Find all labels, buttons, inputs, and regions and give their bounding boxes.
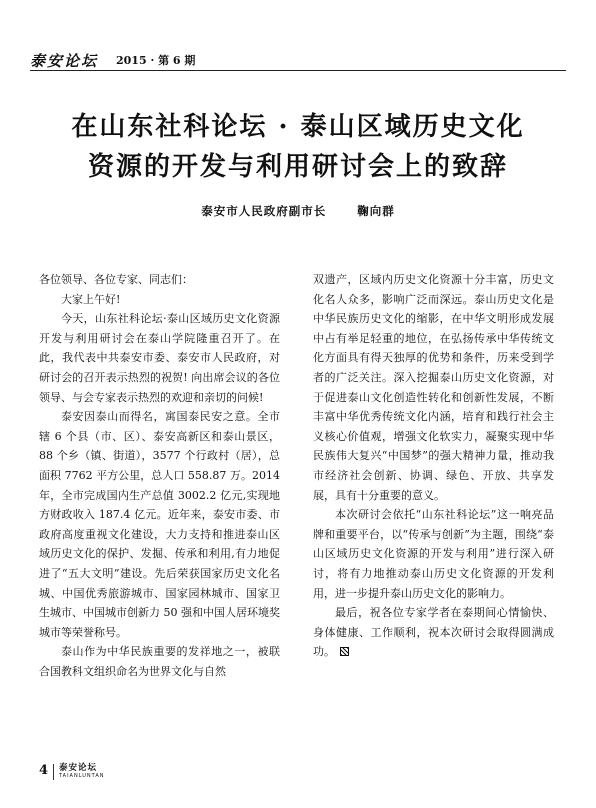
paragraph-closing bbox=[313, 603, 554, 662]
running-header bbox=[30, 50, 566, 72]
footer-divider bbox=[53, 764, 54, 780]
greeting: 大家上午好! bbox=[61, 292, 121, 306]
footer-journal-pinyin: TAIANLUNTAN bbox=[59, 773, 105, 779]
page-footer bbox=[39, 761, 239, 785]
article-title-line-2: 资源的开发与利用研讨会上的致辞 bbox=[87, 152, 508, 182]
end-mark-icon bbox=[340, 647, 349, 656]
author-position: 泰安市人民政府副市长 bbox=[201, 204, 327, 218]
paragraph: 今天，山东社科论坛·泰山区域历史文化资源开发与利用研讨会在泰山学院隆重召开了。在此，我代表中共泰安市委、泰安市人民政府，对研讨会的召开表示热烈的祝贺! 向出席会议的各位领导、与会专家表示热烈的欢迎和亲切的问候! bbox=[39, 312, 280, 404]
paragraph-continued: 双遗产，区域内历史文化资源十分丰富，历史文化名人众多，影响广泛而深远。泰山历史文化是中华民族历史文化的缩影，在中华文明形成发展中占有举足轻重的地位，在弘扬传承中华传统文化方面具有得天独厚的优势和条件，历来受到学者的广泛关注。深入挖掘泰山历史文化资源，对于促进泰山文化创造性转化和创新性发展，不断丰富中华优秀传统文化内涵，培育和践行社会主义核心价值观，增强文化软实力，凝聚实现中华民族伟大复兴“中国梦”的强大精神力量，推动我市经济社会创新、协调、绿色、开放、共享发展，具有十分重要的意义。 bbox=[313, 273, 554, 502]
journal-name: 泰安论坛 bbox=[30, 52, 99, 70]
author-byline bbox=[0, 203, 596, 219]
article-title-line-1: 在山东社科论坛 · 泰山区域历史文化 bbox=[71, 112, 525, 142]
author-name: 鞠向群 bbox=[357, 204, 395, 218]
paragraph: 泰山作为中华民族重要的发祥地之一，被联合国教科文组织命名为世界文化与自然 bbox=[39, 645, 280, 678]
issue-label: 2015 · 第 6 期 bbox=[116, 54, 196, 67]
paragraph: 泰安因泰山而得名，寓国泰民安之意。全市辖 6 个县（市、区）、泰安高新区和泰山景区，88 个乡（镇、街道），3577 个行政村（居），总面积 7762 平方公里，总人口 558.87 万。2014 年，全市完成国内生产总值 3002.2 亿元,实现地方财政收入 187.4 亿元。近年来，泰安市委、市政府高度重视文化建设，大力支持和推进泰山区域历史文化的保护、发掘、传承和利用,有力地促进了“五大文明”建设。先后荣获国家历史文化名城、中国优秀旅游城市、国家园林城市、国家卫生城市、中国城市创新力 50 强和中国人居环境奖城市等荣誉称号。 bbox=[39, 410, 280, 639]
right-column bbox=[313, 270, 554, 662]
page-number: 4 bbox=[39, 763, 49, 778]
salutation: 各位领导、各位专家、同志们： bbox=[39, 273, 193, 286]
closing-text: 最后，祝各位专家学者在泰期间心情愉快、身体健康、工作顺利，祝本次研讨会取得圆满成功。 bbox=[313, 606, 554, 659]
left-column bbox=[39, 270, 280, 681]
footer-journal-name: 泰安论坛 bbox=[59, 763, 98, 773]
header-rule bbox=[30, 70, 566, 71]
paragraph: 本次研讨会依托“山东社科论坛”这一响亮品牌和重要平台，以“传承与创新”为主题，围绕“泰山区域历史文化资源的开发与利用”进行深入研讨，将有力地推动泰山历史文化资源的开发利用，进一步提升泰山历史文化的影响力。 bbox=[313, 508, 554, 600]
